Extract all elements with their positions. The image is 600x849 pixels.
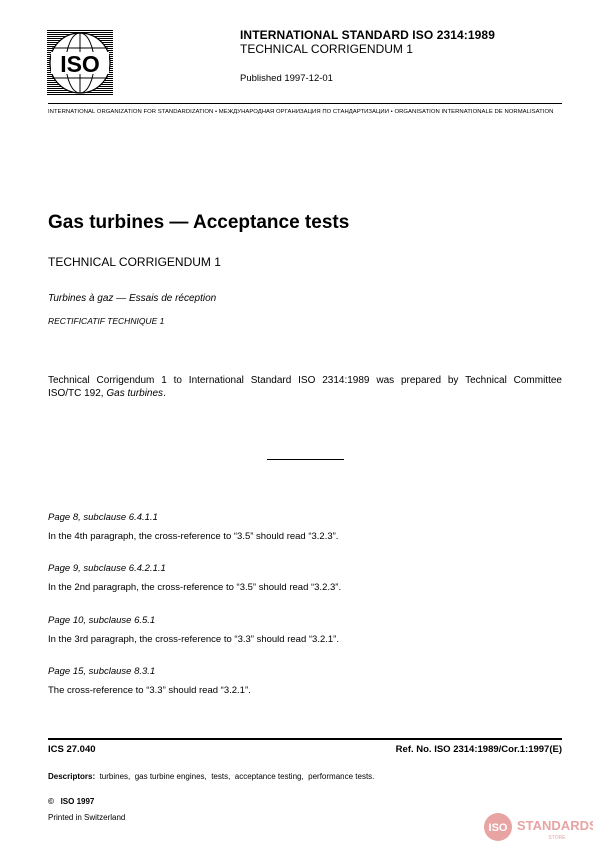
copyright: © ISO 1997	[48, 797, 95, 806]
footer-divider	[48, 738, 562, 740]
french-subtitle: RECTIFICATIF TECHNIQUE 1	[48, 316, 165, 326]
intro-line-2-suffix: .	[163, 388, 166, 399]
section-divider	[267, 459, 344, 460]
standard-title: INTERNATIONAL STANDARD ISO 2314:1989	[240, 28, 495, 42]
watermark-graphic	[483, 812, 593, 842]
published-date: Published 1997-12-01	[240, 73, 333, 84]
watermark-logo-text: ISO	[488, 822, 508, 834]
ics-code: ICS 27.040	[48, 744, 96, 755]
correction-text: In the 4th paragraph, the cross-reference to “3.5” should read “3.2.3”.	[48, 531, 339, 542]
organizations-line: INTERNATIONAL ORGANIZATION FOR STANDARDIZATION • МЕЖДУНАРОДНАЯ ОРГАНИЗАЦИЯ ПО СТАНДАРТИЗАЦИИ • ORGANISATION INTERNATIONALE DE NORMALISATION	[48, 109, 554, 115]
descriptors-list: turbines, gas turbine engines, tests, acceptance testing, performance tests.	[95, 772, 375, 781]
correction-location: Page 8, subclause 6.4.1.1	[48, 512, 158, 523]
french-title: Turbines à gaz — Essais de réception	[48, 293, 217, 304]
intro-line-1: Technical Corrigendum 1 to International Standard ISO 2314:1989 was prepared by Technical Committee	[48, 375, 562, 386]
correction-location: Page 15, subclause 8.3.1	[48, 666, 156, 677]
correction-location: Page 9, subclause 6.4.2.1.1	[48, 563, 166, 574]
committee-name: Gas turbines	[106, 388, 164, 399]
correction-item	[48, 666, 562, 696]
corrigendum-label: TECHNICAL CORRIGENDUM 1	[240, 42, 413, 56]
standards-store-watermark	[483, 812, 593, 842]
document-title: Gas turbines — Acceptance tests	[48, 212, 350, 233]
printed-location: Printed in Switzerland	[48, 813, 126, 822]
correction-item	[48, 615, 562, 645]
intro-line-2-prefix: ISO/TC 192,	[48, 388, 107, 399]
descriptors-label: Descriptors:	[48, 772, 96, 781]
correction-text: In the 2nd paragraph, the cross-reference to “3.5” should read “3.2.3”.	[48, 582, 342, 593]
reference-number: Ref. No. ISO 2314:1989/Cor.1:1997(E)	[395, 744, 562, 755]
correction-text: The cross-reference to “3.3” should read “3.2.1”.	[48, 685, 251, 696]
descriptors	[48, 772, 374, 781]
intro-paragraph	[48, 374, 562, 400]
correction-location: Page 10, subclause 6.5.1	[48, 615, 156, 626]
correction-item	[48, 512, 562, 542]
iso-logo	[47, 30, 113, 96]
watermark-name: STANDARDS	[517, 818, 593, 833]
iso-logo-graphic	[47, 30, 113, 96]
correction-item	[48, 563, 562, 593]
iso-logo-text: ISO	[60, 51, 100, 77]
watermark-tag: STORE	[548, 835, 566, 841]
header-divider	[48, 103, 562, 104]
correction-text: In the 3rd paragraph, the cross-reference to “3.3” should read “3.2.1”.	[48, 634, 339, 645]
document-subtitle: TECHNICAL CORRIGENDUM 1	[48, 255, 221, 269]
